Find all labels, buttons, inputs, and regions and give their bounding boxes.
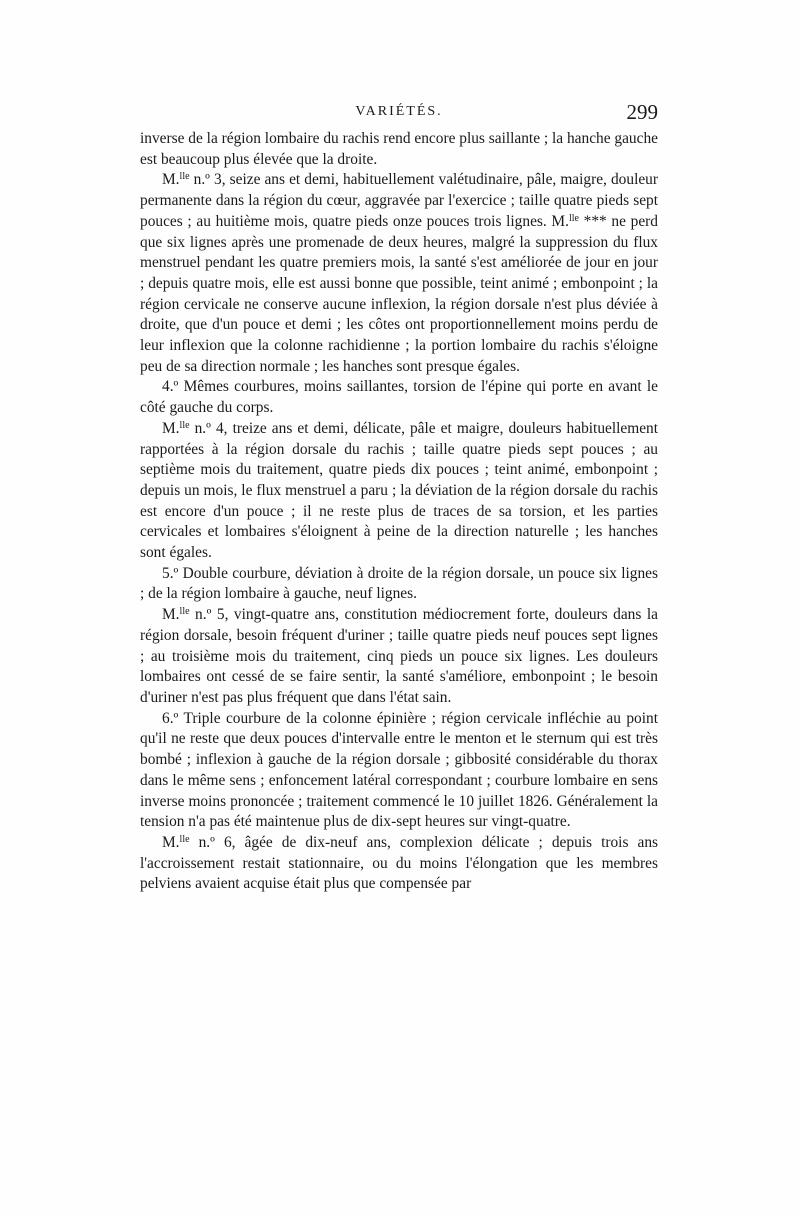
paragraph-text: n.º 5, vingt-quatre ans, constitution médiocrement forte, douleurs dans la région dorsale, besoin fréquent d'uriner ; taille quatre pieds neuf pouces sept lignes ; au troisième mois du traitement, cinq pieds un pouce six lignes. Les douleurs lombaires ont cessé de se faire sentir, la santé s'améliore, embonpoint ; le besoin d'uriner n'est pas plus fréquent que dans l'état sain. xyxy=(140,606,658,706)
paragraph-case-4 xyxy=(140,419,658,564)
title-superscript: lle xyxy=(179,833,190,845)
running-head: VARIÉTÉS. xyxy=(355,104,443,119)
paragraph-case-5 xyxy=(140,605,658,709)
title-superscript: lle xyxy=(179,606,190,618)
title-superscript: lle xyxy=(568,212,579,224)
paragraph-text: *** ne perd que six lignes après une promenade de deux heures, malgré la suppression du flux menstruel pendant les quatre premiers mois, la santé s'est améliorée de jour en jour ; depuis quatre mois, elle est aussi bonne que possible, teint animé ; embonpoint ; la région cervicale ne conserve aucune inflexion, la région dorsale n'est plus déviée à droite, que d'un pouce et demi ; les côtes ont proportionnellement moins perdu de leur inflexion que la colonne rachidienne ; la portion lombaire du rachis s'éloigne peu de sa direction normale ; les hanches sont presque égales. xyxy=(140,212,658,375)
title-abbrev: M. xyxy=(162,606,180,624)
paragraph-text: n.º 4, treize ans et demi, délicate, pâle et maigre, douleurs habituellement rapportées à la région dorsale du rachis ; taille quatre pieds sept pouces ; au septième mois du traitement, quatre pieds dix pouces ; teint animé, embonpoint ; depuis un mois, le flux menstruel a paru ; la déviation de la région dorsale du rachis est encore d'un pouce ; il ne reste plus de traces de sa torsion, et les parties cervicales et lombaires s'éloignent à peine de la direction naturelle ; les hanches sont égales. xyxy=(140,419,658,562)
paragraph-text: 5.º Double courbure, déviation à droite de la région dorsale, un pouce six lignes ; de la région lombaire à gauche, neuf lignes. xyxy=(140,564,658,603)
paragraph-section-6 xyxy=(140,709,658,833)
title-superscript: lle xyxy=(179,419,190,431)
title-superscript: lle xyxy=(179,171,190,183)
paragraph-text: inverse de la région lombaire du rachis rend encore plus saillante ; la hanche gauche est beaucoup plus élevée que la droite. xyxy=(140,130,658,168)
paragraph-case-3 xyxy=(140,170,658,377)
paragraph-section-4 xyxy=(140,377,658,418)
body-text xyxy=(140,129,658,895)
paragraph-text: n.º 6, âgée de dix-neuf ans, complexion délicate ; depuis trois ans l'accroissement restait stationnaire, ou du moins l'élongation que les membres pelviens avaient acquise était plus que compensée par xyxy=(140,833,658,893)
paragraph-section-5 xyxy=(140,564,658,605)
paragraph-text: 4.º Mêmes courbures, moins saillantes, torsion de l'épine qui porte en avant le côté gauche du corps. xyxy=(140,378,658,417)
paragraph-continuation xyxy=(140,129,658,170)
title-abbrev: M. xyxy=(162,833,180,851)
page-header xyxy=(140,100,658,130)
paragraph-text: 6.º Triple courbure de la colonne épinière ; région cervicale infléchie au point qu'il ne reste que deux pouces d'intervalle entre le menton et le sternum qui est très bombé ; inflexion à gauche de la région dorsale ; gibbosité considérable du thorax dans le même sens ; enfoncement latéral correspondant ; courbure lombaire en sens inverse moins prononcée ; traitement commencé le 10 juillet 1826. Généralement la tension n'a pas été maintenue plus de dix-sept heures sur vingt-quatre. xyxy=(140,709,658,831)
paragraph-case-6 xyxy=(140,833,658,895)
paragraph-text: n.º 3, seize ans et demi, habituellement valétudinaire, pâle, maigre, douleur permanente dans la région du cœur, aggravée par l'exercice ; taille quatre pieds sept pouces ; au huitième mois, quatre pieds onze pouces trois lignes. M. xyxy=(140,171,658,230)
title-abbrev: M. xyxy=(162,419,180,437)
page-number: 299 xyxy=(626,100,658,124)
title-abbrev: M. xyxy=(162,171,180,189)
